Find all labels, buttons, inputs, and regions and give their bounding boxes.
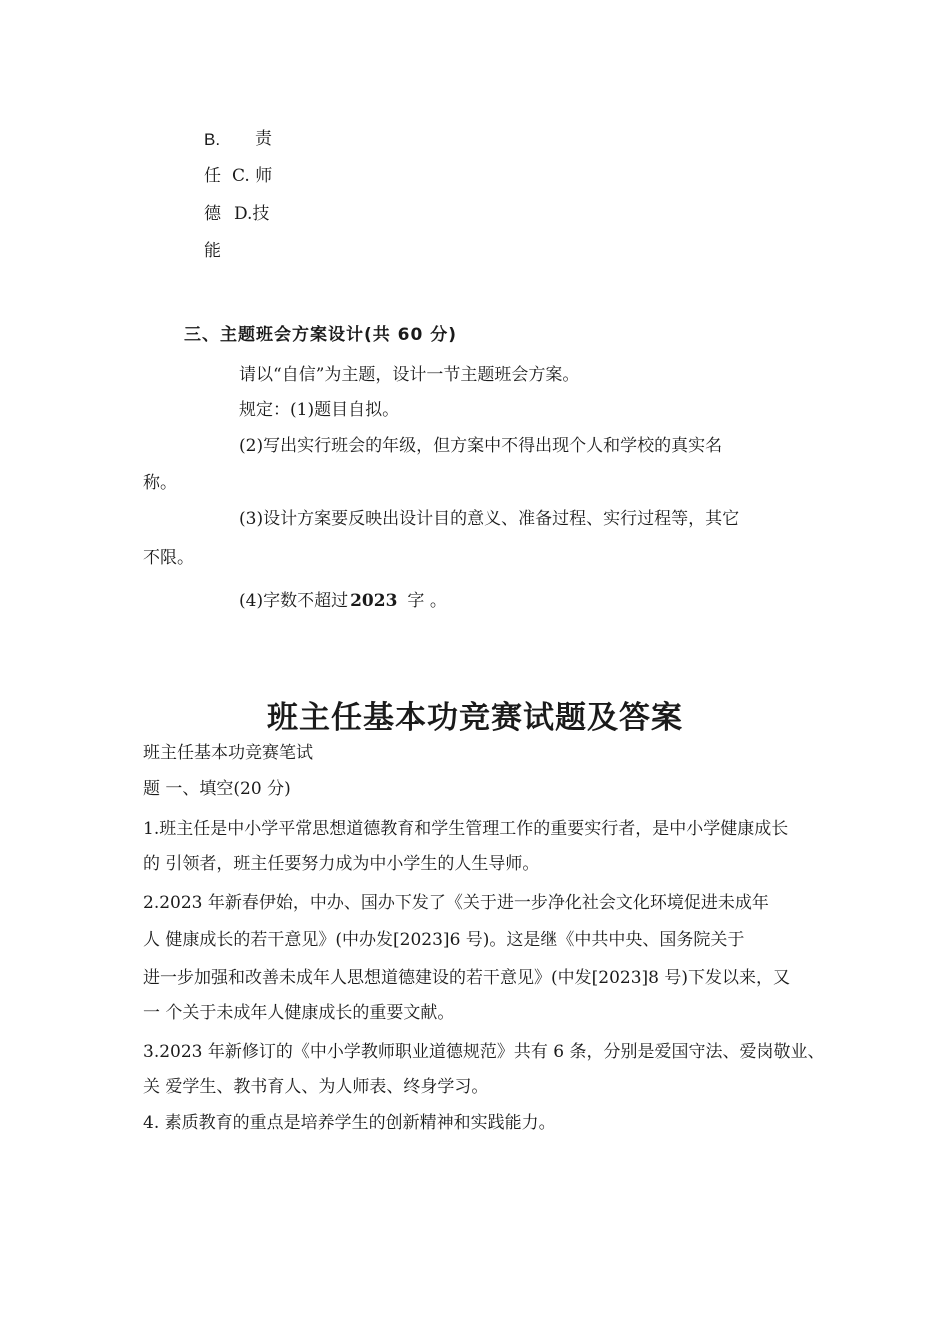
- section-3-intro: 请以“自信”为主题，设计一节主题班会方案。: [239, 365, 580, 385]
- document-subtitle: 班主任基本功竞赛笔试: [143, 743, 313, 763]
- option-line4-char: 能: [204, 241, 221, 261]
- option-b-letter: B.: [204, 130, 221, 149]
- q3-line1: 3.2023 年新修订的《中小学教师职业道德规范》共有 6 条，分别是爱国守法、爱岗敬业、: [143, 1042, 825, 1062]
- option-b-text: 责: [255, 129, 272, 149]
- document-title: 班主任基本功竞赛试题及答案: [267, 700, 683, 736]
- req4-prefix: (4)字数不超过: [239, 591, 349, 611]
- q4-line1: 4. 素质教育的重点是培养学生的创新精神和实践能力。: [143, 1113, 556, 1133]
- q1-line1: 1.班主任是中小学平常思想道德教育和学生管理工作的重要实行者，是中小学健康成长: [143, 819, 789, 839]
- q2-line4: 一 个关于未成年人健康成长的重要文献。: [143, 1003, 455, 1023]
- option-d: D.技: [234, 204, 270, 224]
- option-line3-char: 德: [204, 204, 221, 224]
- section-3-req3-line1: (3)设计方案要反映出设计目的意义、准备过程、实行过程等，其它: [239, 509, 740, 529]
- section-3-req1: 规定：(1)题目自拟。: [239, 400, 400, 420]
- option-line2-char: 任: [204, 166, 221, 186]
- q2-line2: 人 健康成长的若干意见》(中办发[2023]6 号)。这是继《中共中央、国务院关于: [143, 930, 745, 950]
- req4-number: 2023: [350, 591, 398, 611]
- q2-line1: 2.2023 年新春伊始，中办、国办下发了《关于进一步净化社会文化环境促进未成年: [143, 893, 769, 913]
- section-3-req3-line2: 不限。: [143, 548, 194, 568]
- section-3-heading: 三、主题班会方案设计(共 60 分): [184, 325, 458, 345]
- section-3-req2-line2: 称。: [143, 473, 177, 493]
- req4-suffix: 字 。: [407, 591, 447, 611]
- q1-line2: 的 引领者，班主任要努力成为中小学生的人生导师。: [143, 854, 540, 874]
- option-c: C. 师: [232, 166, 273, 186]
- q2-line3: 进一步加强和改善未成年人思想道德建设的若干意见》(中发[2023]8 号)下发以来，又: [143, 968, 791, 988]
- part-1-heading: 题 一、填空(20 分): [143, 779, 291, 799]
- section-3-req2-line1: (2)写出实行班会的年级，但方案中不得出现个人和学校的真实名: [239, 436, 723, 456]
- q3-line2: 关 爱学生、教书育人、为人师表、终身学习。: [143, 1077, 489, 1097]
- section-3-req4: [239, 593, 447, 610]
